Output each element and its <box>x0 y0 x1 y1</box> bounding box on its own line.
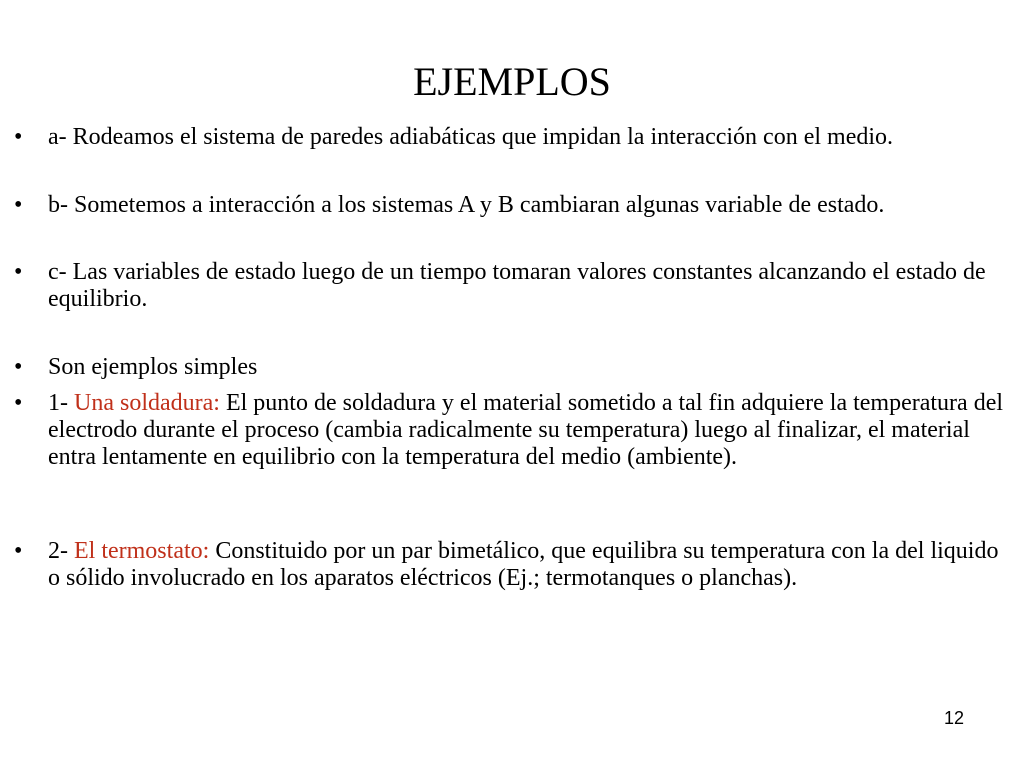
bullet-icon: • <box>14 538 23 564</box>
slide-title: EJEMPLOS <box>413 59 611 104</box>
bullet-text: El punto de soldadura y el material sometido a tal fin adquiere la temperatura del electrodo durante el proceso (cambia radicalmente su temperatura) luego al finalizar, el material entra lentamente en equilibrio con la temperatura del medio (ambiente). <box>48 390 1004 470</box>
bullet-text: b- Sometemos a interacción a los sistemas A y B cambiaran algunas variable de estado. <box>48 192 885 218</box>
bullet-item-2 <box>14 538 1010 592</box>
highlight-term: Una soldadura: <box>74 390 220 416</box>
bullet-prefix: 2- <box>48 538 74 564</box>
bullet-text: a- Rodeamos el sistema de paredes adiabáticas que impidan la interacción con el medio. <box>48 124 894 150</box>
bullet-text: Constituido por un par bimetálico, que equilibra su temperatura con la del liquido o sólido involucrado en los aparatos eléctricos (Ej.; termotanques o planchas). <box>48 538 999 591</box>
highlight-term: El termostato: <box>74 538 210 564</box>
bullet-icon: • <box>14 354 23 380</box>
bullet-icon: • <box>14 259 23 285</box>
bullet-item-1 <box>14 390 1010 471</box>
bullet-text: Son ejemplos simples <box>48 354 258 380</box>
bullet-text: c- Las variables de estado luego de un tiempo tomaran valores constantes alcanzando el estado de equilibrio. <box>48 259 986 312</box>
bullet-icon: • <box>14 390 23 416</box>
bullet-item-c <box>14 259 1010 313</box>
bullet-item-intro <box>14 354 1010 381</box>
bullet-prefix: 1- <box>48 390 74 416</box>
bullet-item-b <box>14 192 1010 219</box>
bullet-icon: • <box>14 192 23 218</box>
page-number: 12 <box>943 708 964 728</box>
bullet-item-a <box>14 124 1010 151</box>
bullet-icon: • <box>14 124 23 150</box>
